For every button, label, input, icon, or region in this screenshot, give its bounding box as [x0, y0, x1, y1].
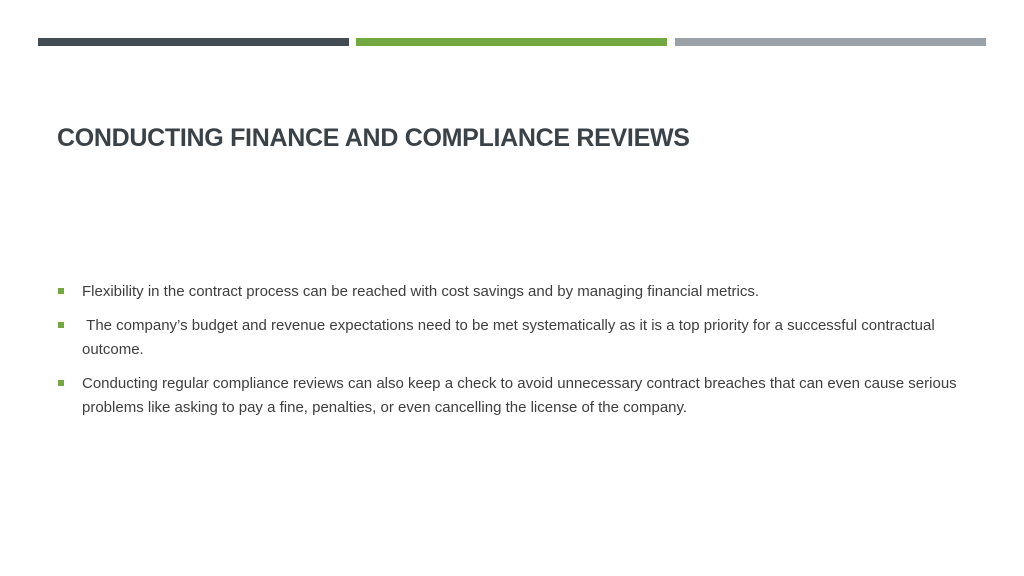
accent-bars: [38, 38, 986, 46]
accent-bar-gray: [675, 38, 986, 46]
square-bullet-icon: [58, 288, 64, 294]
slide-title: CONDUCTING FINANCE AND COMPLIANCE REVIEWS: [57, 124, 690, 152]
bullet-item: [57, 280, 957, 304]
bullet-text: Flexibility in the contract process can be reached with cost savings and by managing financial metrics.: [82, 283, 759, 300]
accent-bar-green: [356, 38, 667, 46]
bullet-text: The company’s budget and revenue expectations need to be met systematically as it is a top priority for a successful contractual outcome.: [82, 317, 939, 358]
square-bullet-icon: [58, 322, 64, 328]
bullet-list: [57, 280, 957, 430]
accent-bar-dark: [38, 38, 349, 46]
bullet-item: [57, 314, 957, 362]
bullet-text: Conducting regular compliance reviews can also keep a check to avoid unnecessary contract breaches that can even cause serious problems like asking to pay a fine, penalties, or even cancelling the license of the company.: [82, 375, 957, 416]
square-bullet-icon: [58, 380, 64, 386]
bullet-item: [57, 372, 957, 420]
